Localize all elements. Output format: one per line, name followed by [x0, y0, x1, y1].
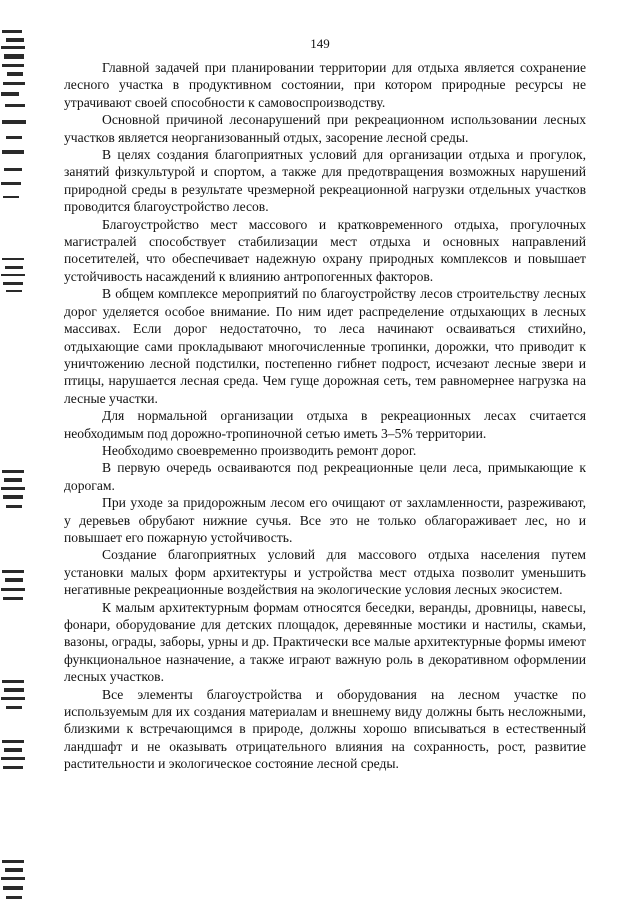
paragraph: Основной причиной лесонарушений при рекреационном использовании лесных участков является неорганизованный отдых, засорение лесной среды. [64, 112, 586, 145]
text-body [64, 59, 586, 773]
paragraph: Создание благоприятных условий для массового отдыха населения путем установки малых форм архитектуры и устройства мест отдыха позволит уменьшить негативные рекреационные воздействия на экологические условия лесных экосистем. [64, 547, 586, 598]
paragraph: Необходимо своевременно производить ремонт дорог. [102, 442, 417, 458]
page-number: 149 [310, 36, 330, 51]
paragraph: Главной задачей при планировании территории для отдыха является сохранение лесного участка в продуктивном состоянии, при котором природные ресурсы не утрачивают своей способности к самовоспроизводству. [64, 60, 586, 110]
paragraph: К малым архитектурным формам относятся беседки, веранды, дровницы, навесы, фонари, оборудование для детских площадок, деревянные мостики и настилы, скамьи, вазоны, ограды, заборы, урны и др. Практически все малые архитектурные формы имеют функциональное назначение, а также играют важную роль в декоративном оформлении лесных участков. [64, 599, 586, 685]
paragraph: Благоустройство мест массового и кратковременного отдыха, прогулочных магистралей способствует стабилизации мест отдыха и основных направлений посетителей, что обеспечивает надежную охрану природных комплексов и повышает устойчивость насаждений к влиянию антропогенных факторов. [64, 216, 586, 284]
paragraph: Все элементы благоустройства и оборудования на лесном участке по используемым для их создания материалам и внешнему виду должны быть несложными, близкими к встречающимся в природе, должны хорошо вписываться в естественный ландшафт и не оказывать отрицательного влияния на сохранность, рост, развитие растительности и экологическое состояние лесной среды. [64, 686, 586, 772]
paragraph: Для нормальной организации отдыха в рекреационных лесах считается необходимым под дорожно-тропиночной сетью иметь 3–5% территории. [64, 408, 586, 441]
scan-edge-noise [0, 0, 40, 909]
paragraph: В целях создания благоприятных условий для организации отдыха и прогулок, занятий физкультурой и спортом, а также для предотвращения возможных нарушений природной среды в результате чрезмерной рекреационной нагрузки отдельных участков проводится благоустройство лесов. [64, 147, 586, 215]
paragraph: При уходе за придорожным лесом его очищают от захламленности, разреживают, у деревьев обрубают нижние сучья. Все это не только облагораживает лес, но и повышает его пожарную устойчивость. [64, 495, 586, 545]
paragraph: В первую очередь осваиваются под рекреационные цели леса, примыкающие к дорогам. [64, 460, 586, 493]
paragraph: В общем комплексе мероприятий по благоустройству лесов строительству лесных дорог уделяется особое внимание. По ним идет распределение отдыхающих в лесных массивах. Если дорог недостаточно, то леса начинают осваиваться стихийно, отдыхающие сами прокладывают многочисленные тропинки, дорожки, что приводит к уничтожению лесной подстилки, постепенно гибнет подрост, исчезают лесные звери и птицы, нарушается лесная среда. Чем гуще дорожная сеть, тем равномернее нагрузка на лесные участки. [64, 286, 586, 406]
